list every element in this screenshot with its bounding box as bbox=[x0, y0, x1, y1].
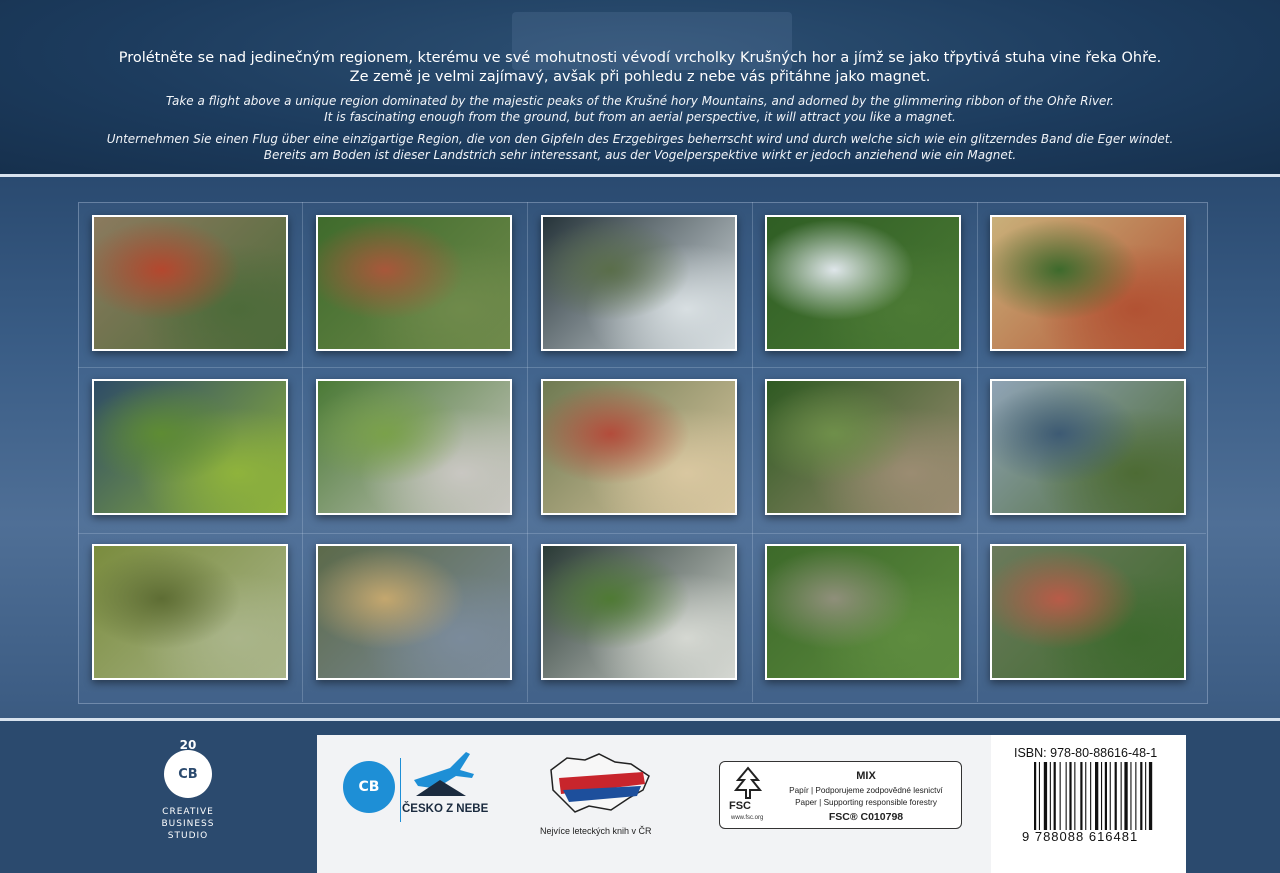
photo-castle-ruins bbox=[765, 544, 961, 680]
barcode-bar bbox=[1060, 762, 1061, 830]
fsc-label: FSC bbox=[729, 800, 751, 812]
cbs-anniversary-number: 20 bbox=[179, 738, 197, 752]
cesko-z-nebe-label: ČESKO Z NEBE bbox=[402, 803, 489, 815]
photo-church-forest bbox=[316, 379, 512, 515]
barcode-bar bbox=[1124, 762, 1127, 830]
barcode-bar bbox=[1066, 762, 1067, 830]
barcode-bar bbox=[1034, 762, 1036, 830]
fsc-line-cz: Papír | Podporujeme zodpovědné lesnictví bbox=[789, 786, 943, 795]
grid-divider bbox=[977, 202, 978, 702]
barcode-bar bbox=[1121, 762, 1122, 830]
photo-town-aerial bbox=[990, 544, 1186, 680]
cesko-mark: CB bbox=[358, 779, 380, 795]
cbs-name-line-1: CREATIVE bbox=[162, 807, 214, 817]
isbn-barcode bbox=[1034, 762, 1154, 830]
photo-hill-tower bbox=[92, 544, 288, 680]
photo-ruin-forest bbox=[765, 379, 961, 515]
grid-divider bbox=[752, 202, 753, 702]
fsc-website: www.fsc.org bbox=[731, 815, 764, 821]
cbs-circle-icon bbox=[164, 750, 212, 798]
top-separator bbox=[0, 174, 1280, 177]
photo-castle-red-roofs bbox=[92, 215, 288, 351]
intro-de-line-1: Unternehmen Sie einen Flug über eine einzigartige Region, die von den Gipfeln des Erzgebirges beherrscht wird und durch welche sich wie ein glitzerndes Band die Eger windet. bbox=[106, 132, 1174, 146]
ceska-kniha-rekordu-logo bbox=[545, 750, 655, 822]
logo-divider bbox=[400, 758, 401, 822]
grid-divider bbox=[78, 367, 1206, 368]
fsc-mix-label: MIX bbox=[856, 770, 876, 782]
grid-divider bbox=[302, 202, 303, 702]
photo-white-chateau bbox=[765, 215, 961, 351]
barcode-bar bbox=[1130, 762, 1131, 830]
intro-cz-line-1: Prolétněte se nad jedinečným regionem, kterému ve své mohutnosti vévodí vrcholky Krušných hor a jímž se jako třpytivá stuha vine řeka Ohře. bbox=[118, 50, 1162, 66]
fsc-line-en: Paper | Supporting responsible forestry bbox=[795, 798, 937, 807]
barcode-bar bbox=[1101, 762, 1102, 830]
barcode-bar bbox=[1085, 762, 1086, 830]
barcode-bar bbox=[1054, 762, 1056, 830]
barcode-bar bbox=[1039, 762, 1040, 830]
barcode-bar bbox=[1145, 762, 1146, 830]
fsc-tree-icon bbox=[728, 766, 768, 804]
photo-chateau-garden bbox=[316, 215, 512, 351]
barcode-digits: 9 788088 616481 bbox=[1022, 829, 1139, 844]
photo-river-weir bbox=[541, 215, 737, 351]
barcode-bar bbox=[1044, 762, 1047, 830]
barcode-bar bbox=[1095, 762, 1098, 830]
barcode-bar bbox=[1069, 762, 1071, 830]
photo-spa-town bbox=[541, 379, 737, 515]
barcode-bar bbox=[1115, 762, 1117, 830]
barcode-bar bbox=[1110, 762, 1111, 830]
barcode-bar bbox=[1105, 762, 1107, 830]
barcode-bar bbox=[1050, 762, 1051, 830]
intro-en-line-2: It is fascinating enough from the ground, but from an aerial perspective, it will attract you like a magnet. bbox=[324, 110, 956, 124]
cesko-z-nebe-mark-icon bbox=[343, 761, 395, 813]
grid-divider bbox=[78, 533, 1206, 534]
intro-cz-line-2: Ze země je velmi zajímavý, avšak při pohledu z nebe vás přitáhne jako magnet. bbox=[349, 69, 931, 85]
intro-de-line-2: Bereits am Boden ist dieser Landstrich sehr interessant, aus der Vogelperspektive wirkt er jedoch anziehend wie ein Magnet. bbox=[263, 148, 1017, 162]
barcode-bar bbox=[1080, 762, 1082, 830]
rekord-caption: Nejvíce leteckých knih v ČR bbox=[540, 826, 652, 836]
fsc-code: FSC® C010798 bbox=[828, 811, 904, 823]
barcode-bar bbox=[1140, 762, 1142, 830]
photo-reservoir bbox=[990, 379, 1186, 515]
photo-town-square bbox=[316, 544, 512, 680]
barcode-bar bbox=[1074, 762, 1075, 830]
barcode-bar bbox=[1135, 762, 1136, 830]
cbs-name-line-2: BUSINESS STUDIO bbox=[161, 819, 215, 841]
grid-divider bbox=[527, 202, 528, 702]
intro-en-line-1: Take a flight above a unique region dominated by the majestic peaks of the Krušné hory Mountains, and adorned by the glimmering ribbon of the Ohře River. bbox=[165, 94, 1115, 108]
photo-village-fields bbox=[990, 215, 1186, 351]
photo-river-dam bbox=[541, 544, 737, 680]
cbs-mark: CB bbox=[178, 766, 198, 782]
airplane-icon bbox=[410, 750, 476, 802]
creative-business-studio-logo bbox=[140, 740, 236, 842]
barcode-bar bbox=[1090, 762, 1091, 830]
barcode-bar bbox=[1149, 762, 1152, 830]
photo-pond bbox=[92, 379, 288, 515]
isbn-text: ISBN: 978-80-88616-48-1 bbox=[1014, 746, 1158, 760]
